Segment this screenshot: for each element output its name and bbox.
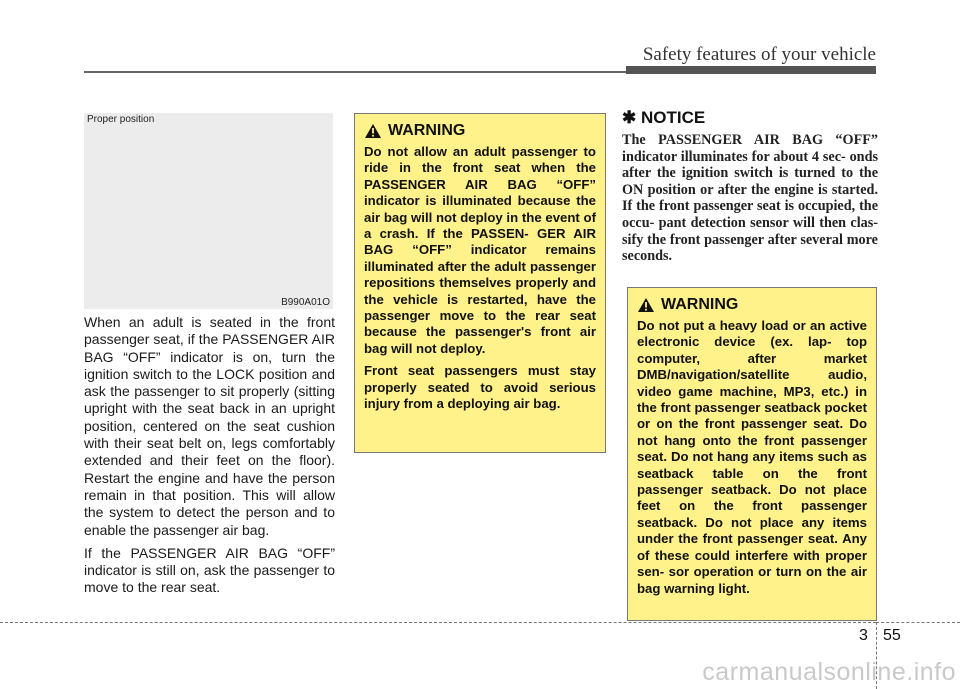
bottom-rule: [0, 622, 876, 623]
warning-text: [364, 144, 596, 413]
warning-paragraph: Do not allow an adult passenger to ride in the front seat when the PASSENGER AIR BAG “OFF” indicator is illuminated because the air bag will not deploy in the event of a crash. If the PASSEN- GER AIR BAG “OFF” indicator remains illuminated after the adult passenger repositions themselves properly and the vehicle is restarted, have the passenger move to the rear seat because the passenger's front air bag will not deploy.: [364, 144, 596, 356]
warning-heading: [364, 122, 596, 140]
bottom-rule-right: [876, 622, 960, 623]
warning-title: WARNING: [661, 296, 739, 313]
notice-title: ✱ NOTICE: [622, 108, 706, 127]
header-rule-accent: [626, 66, 876, 74]
header-title: Safety features of your vehicle: [642, 44, 876, 65]
warning-heading: [637, 296, 867, 314]
notice-text: The PASSENGER AIR BAG “OFF” indicator illuminates for about 4 sec- onds after the ignition switch is turned to the ON position or after the engine is started. If the front passenger seat is occupied, the occu- pant detection sensor will then clas- sify the front passenger after several more seconds.: [622, 132, 878, 265]
body-text: [84, 314, 335, 603]
page-number: 55: [883, 627, 901, 644]
chapter-number: 3: [859, 627, 868, 644]
notice: [622, 108, 878, 265]
figure-code: B990A01O: [281, 297, 330, 308]
body-paragraph: When an adult is seated in the front passenger seat, if the PASSENGER AIR BAG “OFF” indicator is on, turn the ignition switch to the LOCK position and ask the passenger to sit properly (sitting upright with the seat back in an upright position, centered on the seat cushion with their seat belt on, legs comfortably extended and their feet on the floor). Restart the engine and have the person remain in that position. This will allow the system to detect the person and to enable the passenger air bag.: [84, 314, 335, 538]
figure: [84, 113, 333, 309]
warning-paragraph: Front seat passengers must stay properly seated to avoid serious injury from a deploying air bag.: [364, 363, 596, 412]
warning-title: WARNING: [388, 122, 466, 139]
warning-triangle-icon: [637, 297, 655, 313]
warning-box: [627, 287, 877, 621]
figure-caption: Proper position: [87, 114, 155, 125]
body-paragraph: If the PASSENGER AIR BAG “OFF” indicator is still on, ask the passenger to move to the rear seat.: [84, 544, 335, 596]
warning-box: [354, 113, 606, 453]
warning-triangle-icon: [364, 123, 382, 139]
watermark: carmanualsonline.info: [702, 658, 956, 686]
warning-text: Do not put a heavy load or an active electronic device (ex. lap- top computer, after market DMB/navigation/satellite audio, video game machine, MP3, etc.) in the front passenger seatback pocket or on the front passenger seat. Do not hang onto the front passenger seat. Do not hang any items such as seatback table on the front passenger seatback. Do not place feet on the front passenger seatback. Do not place any items under the front passenger seat. Any of these could interfere with proper sen- sor operation or turn on the air bag warning light.: [637, 318, 867, 596]
